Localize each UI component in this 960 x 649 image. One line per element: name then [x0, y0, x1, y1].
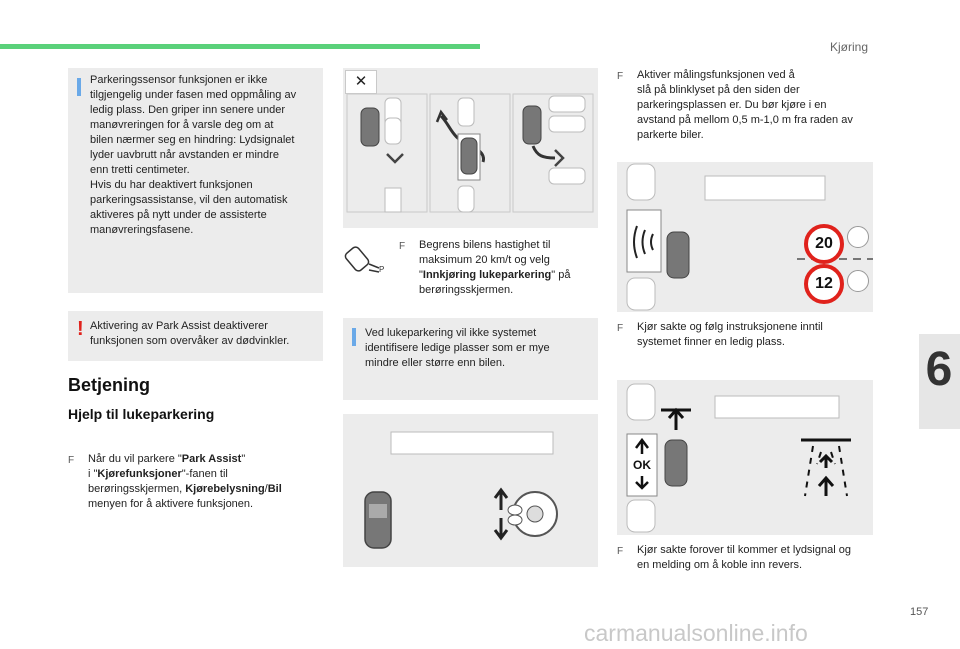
- warning-note-text: Aktivering av Park Assist deaktiverer funksjonen som overvåker av dødvinkler.: [90, 320, 290, 347]
- watermark: carmanualsonline.info: [584, 620, 808, 646]
- info-note-box-2: [343, 318, 598, 400]
- heading-betjening: Betjening: [68, 375, 151, 395]
- subheading-lukeparkering: Hjelp til lukeparkering: [68, 406, 215, 422]
- bullet-marker: F: [617, 546, 624, 557]
- parking-assist-icon: [343, 242, 393, 278]
- steering-wheel-icon: [847, 270, 869, 292]
- header-accent-bar: [0, 44, 480, 49]
- close-icon: ✕: [345, 70, 377, 94]
- steering-figure: [343, 414, 598, 567]
- bullet-marker: F: [617, 323, 624, 334]
- step-activate-park-assist: F Når du vil parkere "Park Assist" i "Kjørefunksjoner"-fanen til berøringsskjermen, Kjørebelysning/Bil menyen for å aktivere funksjonen.: [68, 453, 282, 510]
- info-note-text: Parkeringssensor funksjonen er ikke tilgjengelig under fasen med oppmåling av ledig plass. Den griper inn senere under manøvreringen for å varsle deg om at bilen nærmer seg en hindring: Lydsignalet lyder uavbrutt når avstanden er mindre enn tretti centimeter. Hvis du har deaktivert funksjonen parkeringsassistanse, vil den automatisk aktiveres på nytt under de assisterte manøvreringsfasene.: [90, 74, 297, 236]
- step-limit-speed: F Begrens bilens hastighet til maksimum 20 km/t og velg "Innkjøring lukeparkering" på berøringsskjermen.: [399, 239, 571, 296]
- bullet-marker: F: [399, 241, 406, 252]
- parking-modes-illustration: [343, 68, 598, 228]
- steering-illustration: [343, 414, 598, 567]
- warning-note-box: [68, 311, 323, 361]
- step-activate-measurement: F Aktiver målingsfunksjonen ved å slå på blinklyset på den siden der parkeringsplassen er. Du bør kjøre i en avstand på mellom 0,5 m-1,0 m fra raden av parkerte biler.: [617, 69, 853, 141]
- info-icon: [77, 78, 81, 96]
- info-note-box: [68, 68, 323, 293]
- warning-icon: !: [77, 318, 84, 340]
- parking-modes-figure: [343, 68, 598, 228]
- steering-wheel-icon: [847, 226, 869, 248]
- space-found-figure: [617, 380, 873, 535]
- svg-text:P: P: [379, 265, 385, 274]
- speed-sign-20: 20: [804, 224, 844, 264]
- section-title: Kjøring: [830, 40, 869, 54]
- info-icon: [352, 328, 356, 346]
- bullet-marker: F: [68, 455, 75, 466]
- info-note-text-2: Ved lukeparkering vil ikke systemet identifisere ledige plasser som er mye mindre eller større enn bilen.: [365, 327, 550, 369]
- page-number: 157: [910, 606, 929, 618]
- space-found-illustration: [617, 380, 873, 535]
- speed-sign-12: 12: [804, 264, 844, 304]
- chapter-number: 6: [925, 343, 953, 396]
- bullet-marker: F: [617, 71, 624, 82]
- step-drive-forward: F Kjør sakte forover til kommer et lydsignal og en melding om å koble inn revers.: [617, 544, 851, 571]
- speed-measurement-figure: [617, 162, 873, 312]
- step-drive-slowly: F Kjør sakte og følg instruksjonene inntil systemet finner en ledig plass.: [617, 321, 823, 348]
- ok-label: OK: [633, 458, 651, 472]
